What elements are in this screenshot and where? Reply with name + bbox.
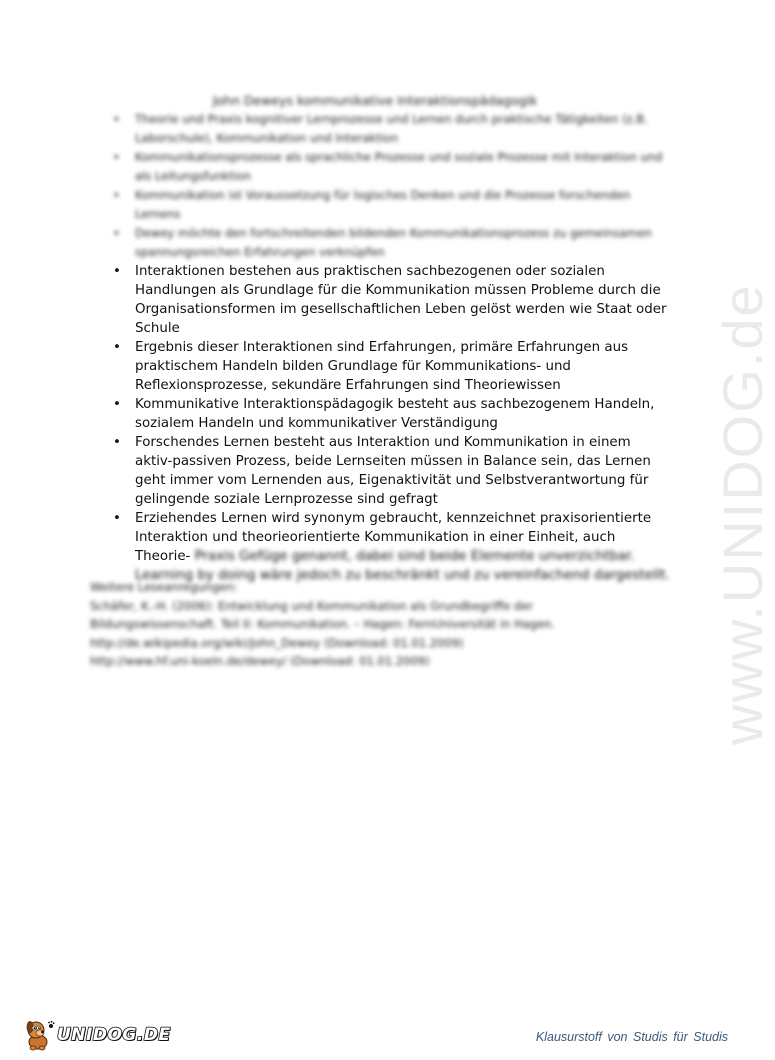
references-heading: Weitere Leseanregungen:	[90, 580, 238, 594]
list-item: • Interaktionen bestehen aus praktischen sachbezogenen oder sozialen Handlungen als Grundlage für die Kommunikation müssen Probleme durch die Organisationsformen im gesellschaftlichen Leben gelöst werden wie Staat oder Schule	[110, 262, 670, 338]
list-item: • Forschendes Lernen besteht aus Interaktion und Kommunikation in einem aktiv-passiven Prozess, beide Lernseiten müssen in Balance sein, das Lernen geht immer vom Lernenden aus, Eigenaktivität und Selbstverantwortung für gelingende soziale Lernprozesse sind gefragt	[110, 433, 670, 509]
bullet-list	[110, 110, 670, 585]
list-item: • Kommunikation ist Voraussetzung für logisches Denken und die Prozesse forschenden Lernens	[110, 186, 670, 224]
reference-line: Bildungswissenschaft. Teil II: Kommunikation. – Hagen: FernUniversität in Hagen.	[90, 617, 555, 631]
footer-logo	[22, 1018, 171, 1052]
list-item-visible-text: Erziehendes Lernen wird synonym gebraucht, kennzeichnet praxisorientierte Interaktion und theorieorientierte Kommunikation in einer Einheit, auch Theorie-	[135, 511, 652, 564]
list-item: • Kommunikationsprozesse als sprachliche Prozesse und soziale Prozesse mit Interaktion und als Leitungsfunktion	[110, 148, 670, 186]
dog-mascot-icon	[22, 1018, 56, 1052]
list-item: • Theorie und Praxis kognitiver Lernprozesse und Lernen durch praktische Tätigkeiten (z.B. Laborschule), Kommunikation und Interaktion	[110, 110, 670, 148]
list-item: • Ergebnis dieser Interaktionen sind Erfahrungen, primäre Erfahrungen aus praktischem Handeln bilden Grundlage für Kommunikations- und Reflexionsprozesse, sekundäre Erfahrungen sind Theoriewissen	[110, 338, 670, 395]
list-item	[110, 509, 670, 585]
list-item: • Dewey möchte den fortschreitenden bildenden Kommunikationsprozess zu gemeinsamen spannungsreichen Erfahrungen verknüpfen	[110, 224, 670, 262]
references-section	[90, 578, 650, 671]
list-item-blurred-text: Praxis Gefüge genannt, dabei sind beide Elemente unverzichtbar. Learning by doing wäre jedoch zu beschränkt und zu vereinfachend dargestellt.	[135, 549, 670, 583]
list-item: • Kommunikative Interaktionspädagogik besteht aus sachbezogenem Handeln, sozialem Handeln und kommunikativer Verständigung	[110, 395, 670, 433]
logo-text: UNIDOG.DE	[57, 1025, 171, 1045]
footer-tagline: Klausurstoff von Studis für Studis	[535, 1030, 728, 1044]
watermark-text: www.UNIDOG.de	[711, 283, 774, 745]
reference-line: http://www.hf.uni-koeln.de/dewey/ (Download: 01.01.2009)	[90, 654, 430, 668]
reference-line: http://de.wikipedia.org/wiki/John_Dewey (Download: 01.01.2009)	[90, 635, 464, 650]
reference-line: Schäfer, K.-H. (2006): Entwicklung und Kommunikation als Grundbegriffe der	[90, 598, 534, 613]
document-title: John Deweys kommunikative Interaktionspädagogik	[212, 93, 538, 108]
